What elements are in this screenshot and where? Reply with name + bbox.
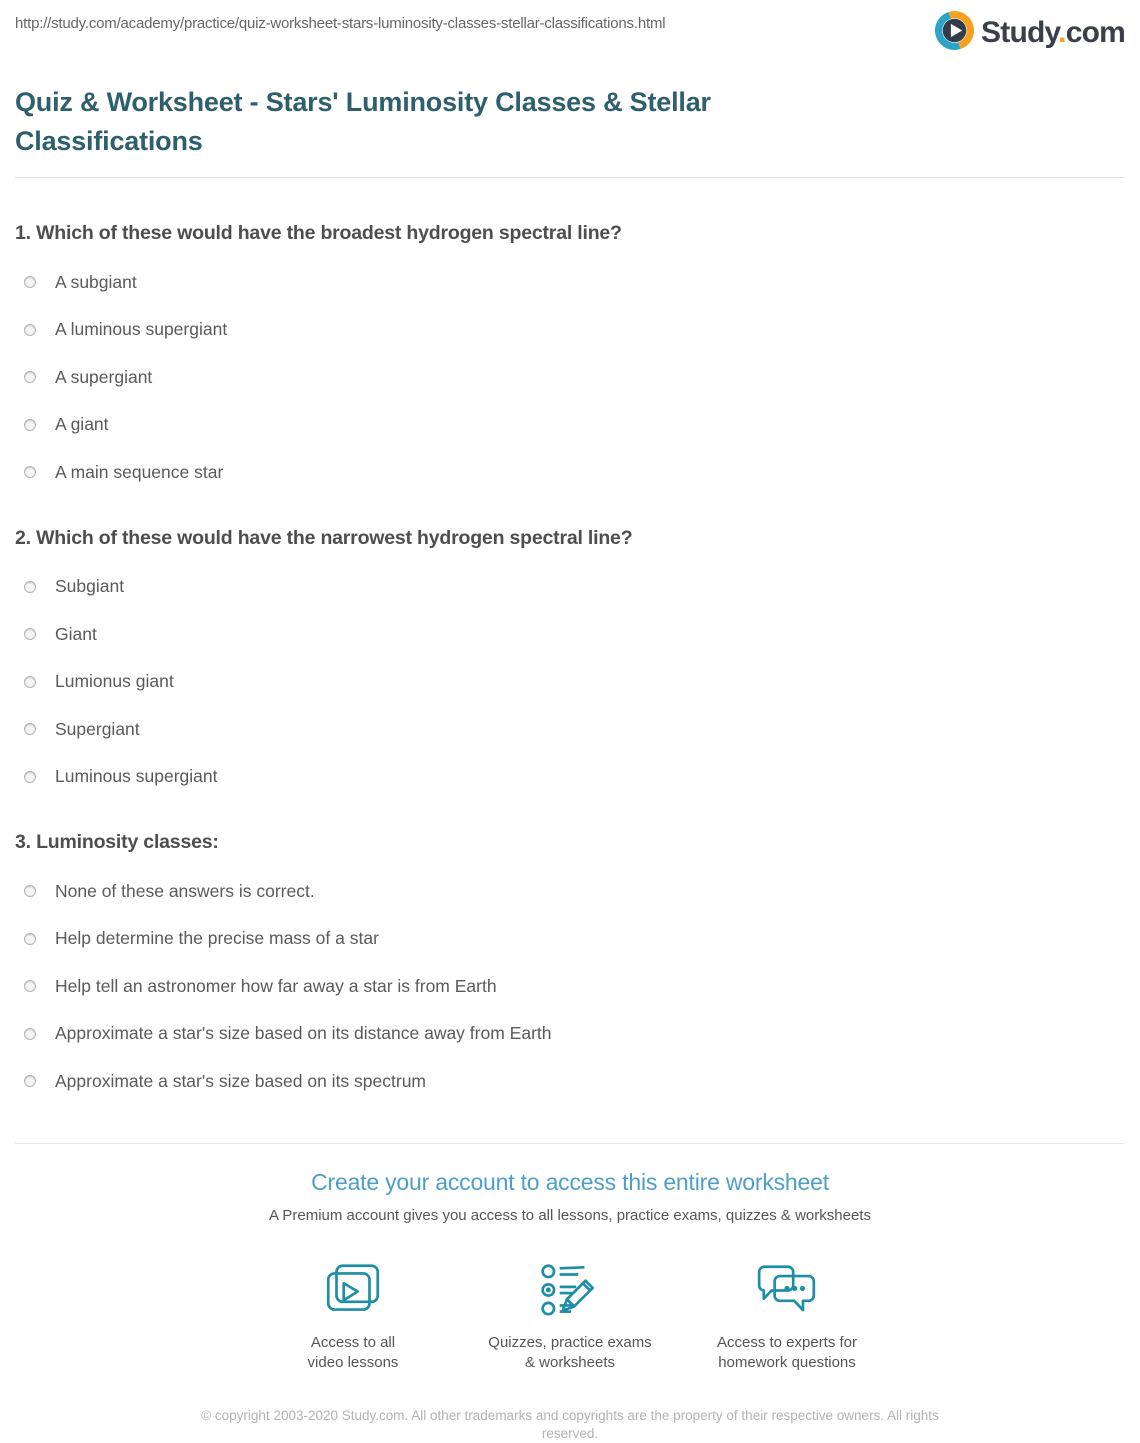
study-logo[interactable] bbox=[934, 10, 1125, 56]
radio-button[interactable] bbox=[24, 723, 36, 735]
question-block-3 bbox=[15, 831, 1125, 1092]
answer-option-label: A giant bbox=[55, 414, 109, 435]
divider bbox=[15, 1143, 1125, 1144]
question-prompt: 3. Luminosity classes: bbox=[15, 831, 219, 854]
answer-option[interactable] bbox=[15, 319, 1125, 340]
feature-video-lessons bbox=[245, 1262, 462, 1373]
answer-option-label: A main sequence star bbox=[55, 461, 224, 482]
answer-option-label: Approximate a star's size based on its spectrum bbox=[55, 1070, 427, 1091]
radio-button[interactable] bbox=[24, 676, 36, 688]
radio-button[interactable] bbox=[24, 1075, 36, 1087]
radio-button[interactable] bbox=[24, 466, 36, 478]
radio-button[interactable] bbox=[24, 1028, 36, 1040]
answer-option[interactable] bbox=[15, 367, 1125, 388]
divider bbox=[15, 177, 1125, 178]
feature-label: Quizzes, practice exams & worksheets bbox=[488, 1333, 652, 1371]
video-lessons-icon bbox=[320, 1262, 386, 1320]
experts-chat-icon bbox=[754, 1262, 820, 1320]
study-logo-icon bbox=[934, 10, 975, 56]
radio-button[interactable] bbox=[24, 581, 36, 593]
radio-button[interactable] bbox=[24, 933, 36, 945]
answer-option[interactable] bbox=[15, 414, 1125, 435]
answer-option-label: Giant bbox=[55, 623, 97, 644]
features-row bbox=[15, 1262, 1125, 1373]
question-block-1 bbox=[15, 222, 1125, 483]
radio-button[interactable] bbox=[24, 276, 36, 288]
answer-option-label: Approximate a star's size based on its distance away from Earth bbox=[55, 1023, 552, 1044]
feature-quizzes-worksheets bbox=[462, 1262, 679, 1373]
quizzes-worksheets-icon bbox=[537, 1262, 603, 1320]
answer-option[interactable] bbox=[15, 766, 1125, 787]
answer-option-label: None of these answers is correct. bbox=[55, 880, 315, 901]
copyright-notice: © copyright 2003-2020 Study.com. All other trademarks and copyrights are the property of their respective owners. All rights reserved. bbox=[201, 1407, 939, 1441]
radio-button[interactable] bbox=[24, 885, 36, 897]
answer-option[interactable] bbox=[15, 624, 1125, 645]
study-logo-wordmark: Study.com bbox=[981, 16, 1125, 49]
answer-option[interactable] bbox=[15, 576, 1125, 597]
answer-option-label: A supergiant bbox=[55, 366, 153, 387]
answer-option-label: Lumionus giant bbox=[55, 671, 174, 692]
answer-option[interactable] bbox=[15, 1071, 1125, 1092]
radio-button[interactable] bbox=[24, 980, 36, 992]
answer-option[interactable] bbox=[15, 881, 1125, 902]
page-title: Quiz & Worksheet - Stars' Luminosity Classes & Stellar Classifications bbox=[15, 87, 711, 157]
question-prompt: 1. Which of these would have the broadest hydrogen spectral line? bbox=[15, 222, 622, 245]
page-url: http://study.com/academy/practice/quiz-worksheet-stars-luminosity-classes-stellar-classifications.html bbox=[15, 15, 666, 32]
answer-option-label: Supergiant bbox=[55, 718, 140, 739]
answer-option-label: Subgiant bbox=[55, 576, 125, 597]
answer-option[interactable] bbox=[15, 719, 1125, 740]
radio-button[interactable] bbox=[24, 628, 36, 640]
answer-option-label: A subgiant bbox=[55, 271, 137, 292]
radio-button[interactable] bbox=[24, 771, 36, 783]
answer-option[interactable] bbox=[15, 272, 1125, 293]
cta-heading[interactable]: Create your account to access this entire worksheet bbox=[311, 1168, 829, 1195]
radio-button[interactable] bbox=[24, 324, 36, 336]
cta-section bbox=[15, 1169, 1125, 1443]
answer-option[interactable] bbox=[15, 671, 1125, 692]
answer-option-label: Help determine the precise mass of a star bbox=[55, 928, 379, 949]
question-prompt: 2. Which of these would have the narrowest hydrogen spectral line? bbox=[15, 526, 633, 549]
answer-option[interactable] bbox=[15, 976, 1125, 997]
answer-option-label: Help tell an astronomer how far away a star is from Earth bbox=[55, 975, 497, 996]
feature-experts-chat bbox=[679, 1262, 896, 1373]
answer-option[interactable] bbox=[15, 462, 1125, 483]
answer-option-label: A luminous supergiant bbox=[55, 319, 228, 340]
radio-button[interactable] bbox=[24, 371, 36, 383]
cta-subheading: A Premium account gives you access to all lessons, practice exams, quizzes & worksheets bbox=[269, 1206, 871, 1224]
feature-label: Access to experts for homework questions bbox=[716, 1333, 858, 1371]
answer-option[interactable] bbox=[15, 1023, 1125, 1044]
page-header bbox=[15, 10, 1125, 56]
question-block-2 bbox=[15, 527, 1125, 788]
feature-label: Access to all video lessons bbox=[307, 1333, 399, 1371]
radio-button[interactable] bbox=[24, 419, 36, 431]
answer-option-label: Luminous supergiant bbox=[55, 766, 218, 787]
answer-option[interactable] bbox=[15, 928, 1125, 949]
